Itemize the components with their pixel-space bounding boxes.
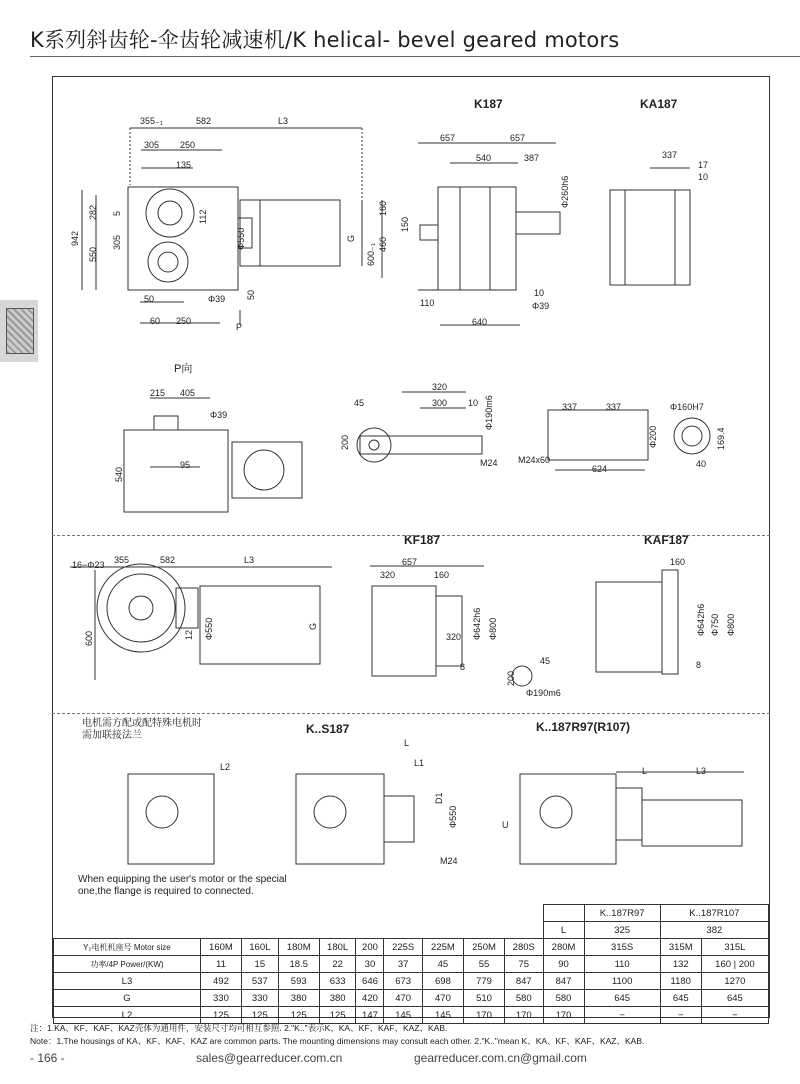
table-cell: 382 <box>660 922 768 939</box>
dim-label: U <box>502 820 509 830</box>
p-view-heading: P向 <box>174 363 193 375</box>
dim-label: Φ260h6 <box>560 175 570 208</box>
row-header: Y₂电机机座号 Motor size <box>54 939 201 956</box>
dim-label: L <box>642 766 648 776</box>
dim-label: Φ550 <box>236 227 246 250</box>
dim-label: Φ800 <box>488 617 498 640</box>
dim-label: Φ550 <box>448 805 458 828</box>
ka187-heading: KA187 <box>640 97 678 111</box>
k187r97-heading: K..187R97(R107) <box>536 720 631 734</box>
table-row: 功率/4P Power/(KW) 11 15 18.5 22 30 37 45 55 75 90 110 132 160 | 200 <box>54 956 769 973</box>
dim-label: 50 <box>246 289 256 300</box>
kaf187-heading: KAF187 <box>644 533 689 547</box>
page-title: K系列斜齿轮-伞齿轮减速机/K helical- bevel geared motors <box>30 28 620 52</box>
dim-label: P <box>236 322 243 332</box>
row-header: G <box>54 990 201 1007</box>
dim-label: Φ750 <box>710 613 720 636</box>
dim-label: 657 <box>510 133 526 143</box>
dim-label: 160 <box>670 557 686 567</box>
table-row: G 330 330 380 380 420 470 470 510 580 580 645 645 645 <box>54 990 769 1007</box>
dim-label: 305 <box>144 140 160 150</box>
row-header: L3 <box>54 973 201 990</box>
dim-label: Φ642h6 <box>696 603 706 636</box>
dim-label: 95 <box>180 460 191 470</box>
dim-label: 600₋₁ <box>366 243 376 266</box>
note-cn: 注：1.KA、KF、KAF、KAZ壳体为通用件，安装尺寸均可相互参照. 2."K.."表示K、KA、KF、KAF、KAZ、KAB. <box>30 1023 448 1033</box>
dim-label: 112 <box>198 209 208 224</box>
dim-label: Φ39 <box>210 410 228 420</box>
table-row: L3 492 537 593 633 646 673 698 779 847 847 1100 1180 1270 <box>54 973 769 990</box>
dim-label: Φ550 <box>204 617 214 640</box>
dim-label: 942 <box>70 230 80 246</box>
dim-label: L1 <box>414 758 425 768</box>
dim-label: 540 <box>114 466 124 482</box>
table-row: Y₂电机机座号 Motor size 160M 160L 180M 180L 200 225S 225M 250M 280S 280M 315S 315M 315L <box>54 939 769 956</box>
dim-label: 405 <box>180 388 196 398</box>
dim-label: 60 <box>150 316 161 326</box>
dim-label: 10 <box>468 398 479 408</box>
dim-label: 250 <box>180 140 196 150</box>
dim-label: M24 <box>480 458 498 468</box>
flange-note-cn: 电机需方配或配特殊电机时 需加联接法兰 <box>82 718 202 741</box>
dim-label: Φ800 <box>726 613 736 636</box>
dim-label: 320 <box>446 632 462 642</box>
kf187-heading: KF187 <box>404 533 441 547</box>
dim-label: 657 <box>402 557 418 567</box>
dimension-table <box>53 904 769 1024</box>
dim-label: 250 <box>176 316 192 326</box>
dim-label: 150 <box>400 216 410 232</box>
dim-label: 550 <box>88 246 98 262</box>
dim-label: 169.4 <box>716 427 726 450</box>
dim-label: 215 <box>150 388 166 398</box>
dim-label: G <box>308 622 318 630</box>
dim-label: Φ160H7 <box>670 402 704 412</box>
table-header: K..187R107 <box>660 905 768 922</box>
row-header: L2 <box>54 1007 201 1024</box>
dim-label: 657 <box>440 133 456 143</box>
row-header: 功率/4P Power/(KW) <box>54 956 201 973</box>
dim-label: 540 <box>476 153 492 163</box>
dim-label: Φ190m6 <box>484 395 494 430</box>
dim-label: 460 <box>378 236 388 252</box>
dim-label: 355 <box>114 555 130 565</box>
dim-label: 337 <box>562 402 578 412</box>
note-en: Note：1.The housings of KA、KF、KAF、KAZ are common parts. The mounting dimensions may consult each other. 2."K.."mean K、KA、KF、KAF、KAZ、KAB. <box>30 1036 645 1046</box>
table-cell: 325 <box>584 922 660 939</box>
footer-email[interactable]: sales@gearreducer.com.cn <box>196 1051 343 1065</box>
dim-label: 337 <box>662 150 678 160</box>
dim-label: Φ39 <box>532 301 550 311</box>
k187-heading: K187 <box>474 97 503 111</box>
flange-note-en: When equipping the user's motor or the special one,the flange is required to connected. <box>78 874 287 897</box>
dim-label: Φ642h6 <box>472 607 482 640</box>
side-thumbnail <box>0 300 38 362</box>
dim-label: 337 <box>606 402 622 412</box>
footer-site[interactable]: gearreducer.com.cn@gmail.com <box>414 1051 587 1065</box>
section-divider <box>52 713 770 714</box>
dim-label: L3 <box>696 766 707 776</box>
dim-label: 387 <box>524 153 540 163</box>
dim-label: 5 <box>112 210 122 216</box>
dim-label: 40 <box>696 459 707 469</box>
dim-label: 640 <box>472 317 488 327</box>
dim-label: 45 <box>540 656 551 666</box>
table-header: K..187R97 <box>584 905 660 922</box>
dim-label: 10 <box>534 288 545 298</box>
dim-label: L2 <box>220 762 231 772</box>
dim-label: 160 <box>434 570 450 580</box>
dim-label: 200 <box>506 670 516 686</box>
ks187-heading: K..S187 <box>306 722 350 736</box>
dim-label: 50 <box>144 294 155 304</box>
dim-label: G <box>346 234 356 242</box>
dim-label: 8 <box>460 662 466 672</box>
dim-label: 160 <box>378 200 388 216</box>
dim-label: 305 <box>112 234 122 250</box>
dim-label: 320 <box>432 382 448 392</box>
table-row: L2 125 125 125 125 147 145 145 170 170 170 − − − <box>54 1007 769 1024</box>
dim-label: 582 <box>160 555 176 565</box>
gear-motor-thumbnail-icon <box>6 308 34 354</box>
dim-label: 600 <box>84 630 94 646</box>
dim-label: 12 <box>184 629 194 640</box>
dim-label: 110 <box>420 298 435 308</box>
dim-label: Φ190m6 <box>526 688 561 698</box>
dim-label: 16−Φ23 <box>72 560 105 570</box>
dim-label: 45 <box>354 398 365 408</box>
dim-label: L3 <box>278 116 289 126</box>
dim-label: D1 <box>434 792 444 804</box>
dim-label: 10 <box>698 172 709 182</box>
dim-label: M24 <box>440 856 458 866</box>
dim-label: 300 <box>432 398 448 408</box>
dim-label: 320 <box>380 570 396 580</box>
title-rule <box>30 56 800 57</box>
dim-label: L <box>404 738 410 748</box>
dim-label: M24x60 <box>518 455 551 465</box>
dim-label: 17 <box>698 160 709 170</box>
page-number: - 166 - <box>30 1051 65 1065</box>
dim-label: 8 <box>696 660 702 670</box>
dim-label: 200 <box>340 434 350 450</box>
dim-label: 582 <box>196 116 212 126</box>
dim-label: Φ39 <box>208 294 226 304</box>
dim-label: 282 <box>88 204 98 220</box>
dim-label: 355₋₁ <box>140 116 163 126</box>
dim-label: L3 <box>244 555 255 565</box>
dim-label: 624 <box>592 464 608 474</box>
table-cell: L <box>543 922 584 939</box>
dim-label: Φ200 <box>648 425 658 448</box>
dim-label: 135 <box>176 160 192 170</box>
